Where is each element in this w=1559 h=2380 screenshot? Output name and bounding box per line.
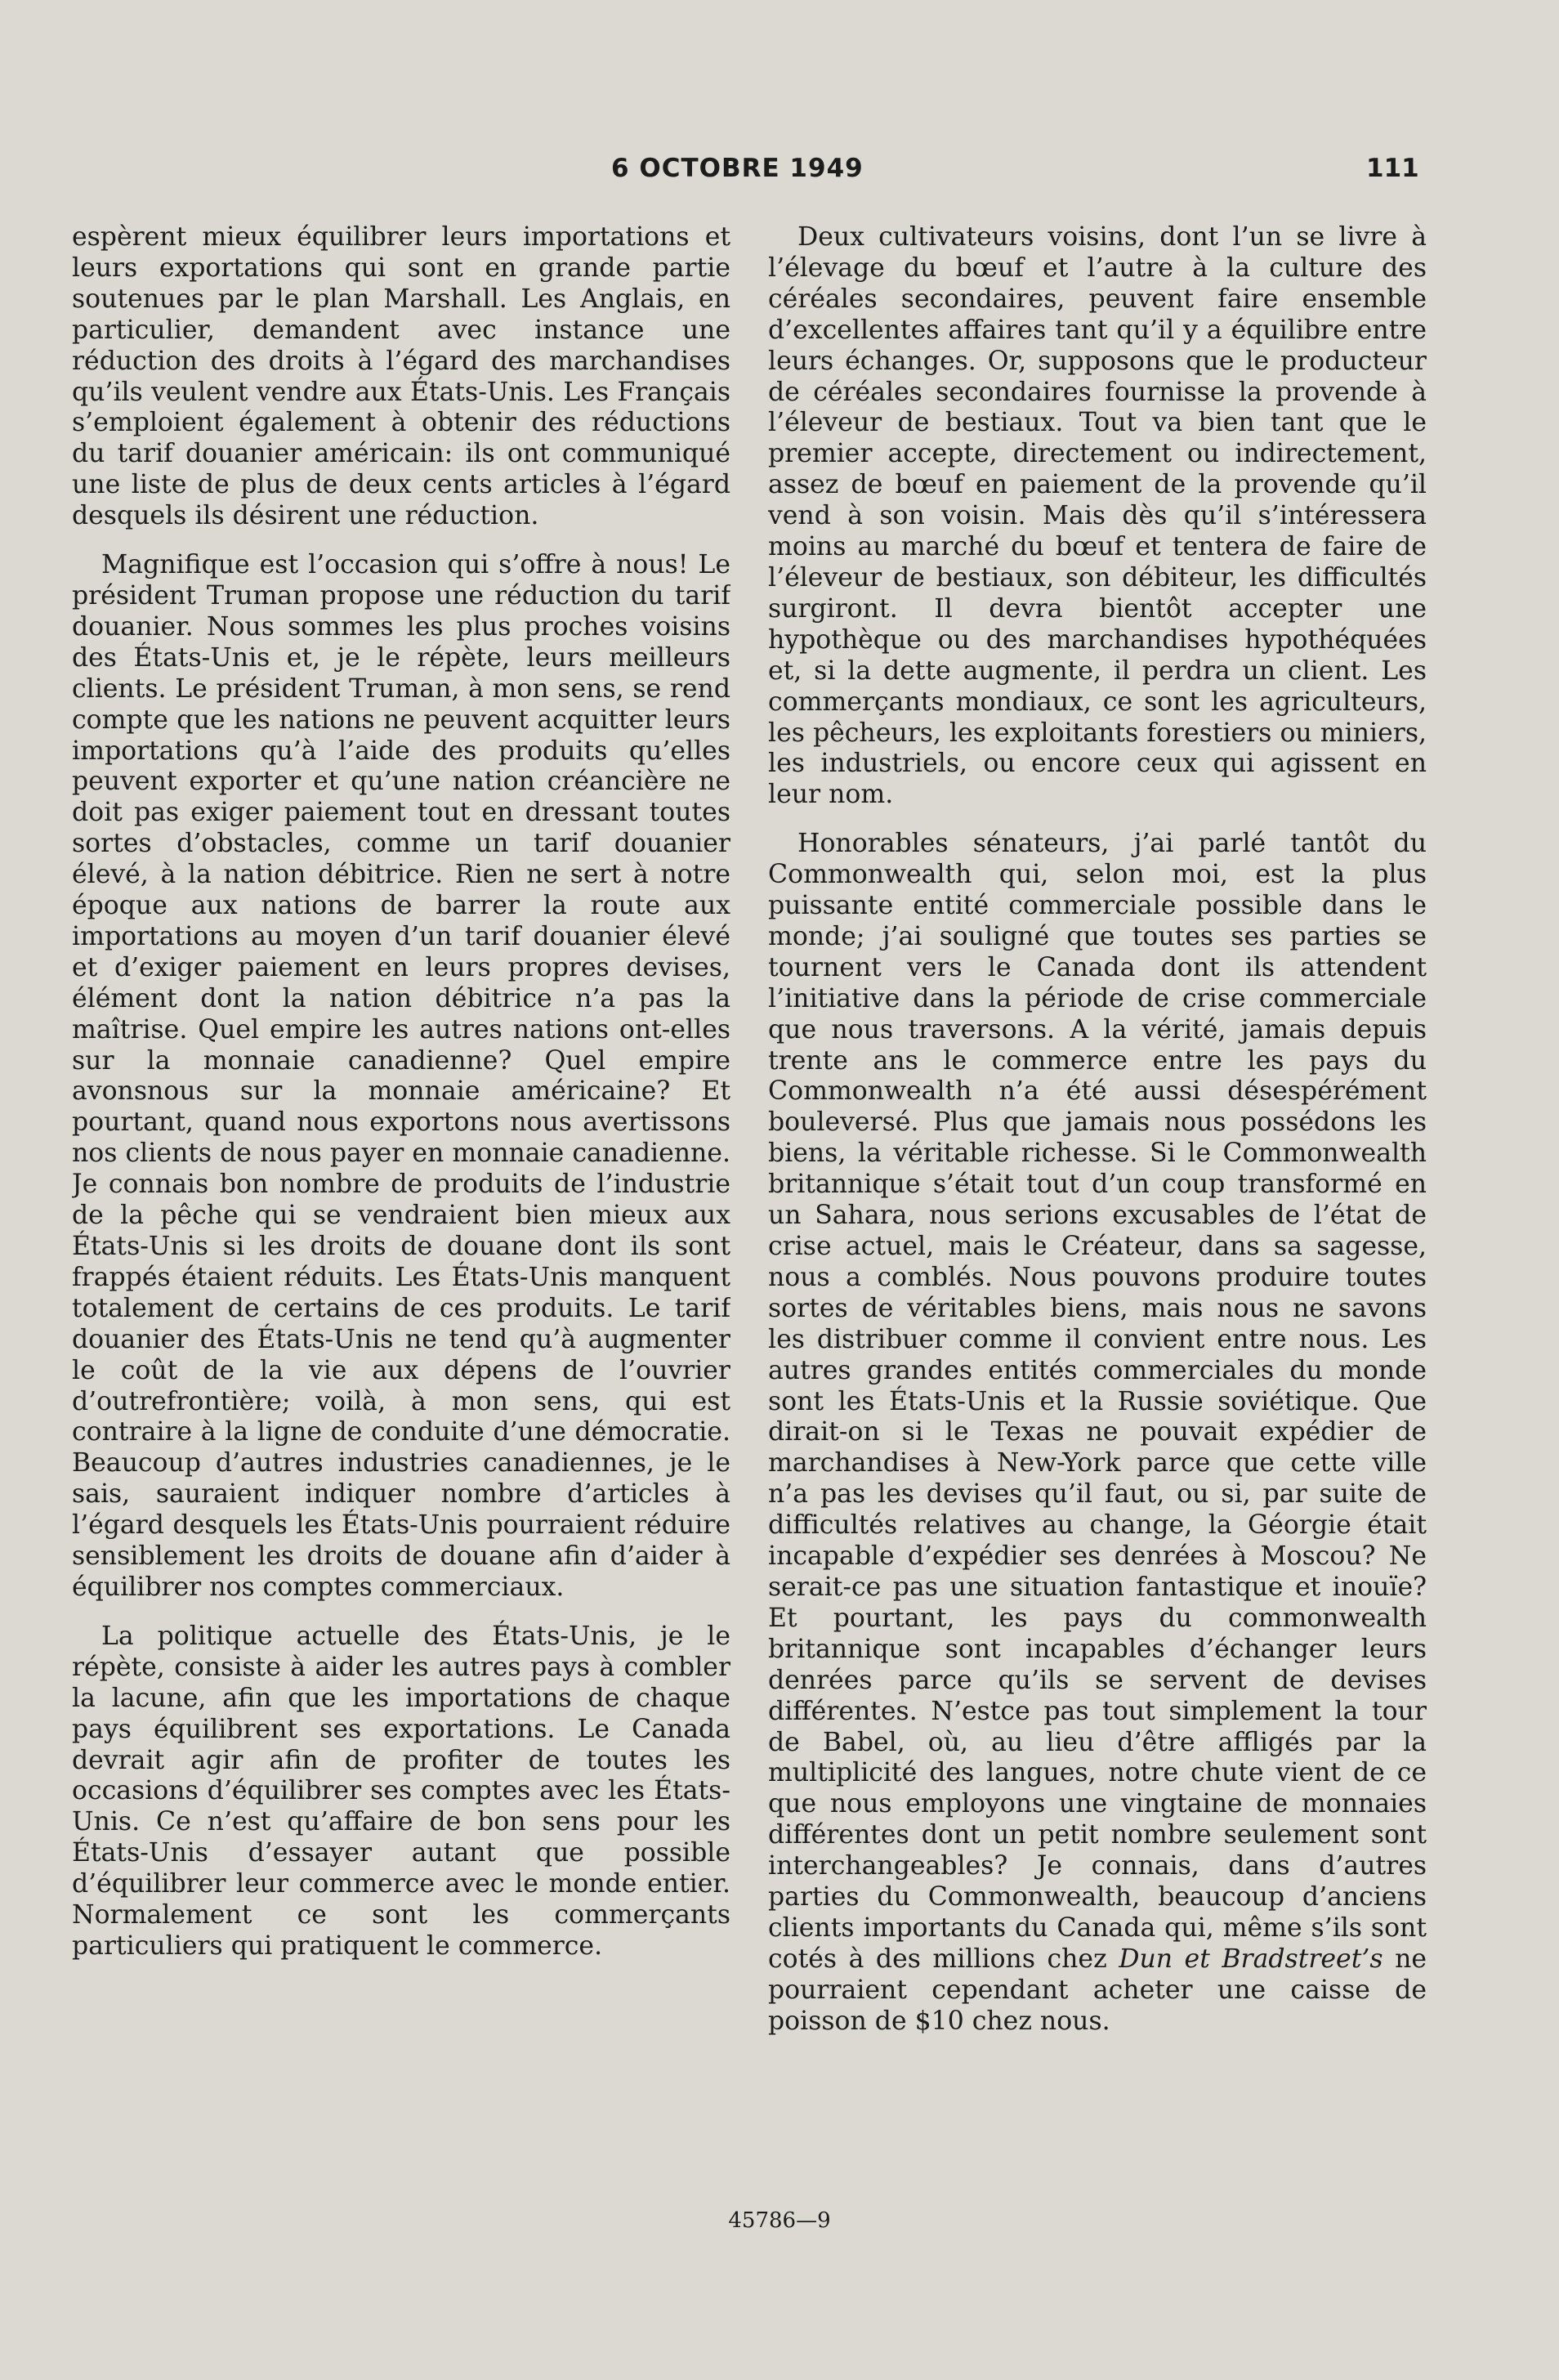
paragraph-text: ne pourraient cependant acheter une caisse de poisson de $10 chez nous. xyxy=(768,1944,1427,2036)
page-footer xyxy=(0,2208,1559,2233)
paragraph-text: Honorables sénateurs, j’ai parlé tantôt du Commonwealth qui, selon moi, est la plus puissante entité commerciale possible dans le monde; j’ai souligné que toutes ses parties se tournent vers le Canada dont ils attendent l’initiative dans la période de crise commerciale que nous traversons. A la vérité, jamais depuis trente ans le commerce entre les pays du Commonwealth n’a été aussi désespérément bouleversé. Plus que jamais nous possédons les biens, la véritable richesse. Si le Commonwealth britannique s’était tout d’un coup transformé en un Sahara, nous serions excusables de l’état de crise actuel, mais le Créateur, dans sa sagesse, nous a comblés. Nous pouvons produire toutes sortes de véritables biens, mais nous ne savons les distribuer comme il convient entre nous. Les autres grandes entités commerciales du monde sont les États-Unis et la Russie soviétique. Que dirait-on si le Texas ne pouvait expédier de marchandises à New-York parce que cette ville n’a pas les devises qu’il faut, ou si, par suite de difficultés relatives au change, la Géorgie était incapable d’expédier ses denrées à Moscou? Ne serait-ce pas une situation fantastique et inouïe? Et pourtant, les pays du commonwealth britannique sont incapables d’échanger leurs denrées parce qu’ils se servent de devises différentes. N’estce pas tout simplement la tour de Babel, où, au lieu d’être affligés par la multiplicité des langues, notre chute vient de ce que nous employons une vingtaine de monnaies différentes dont un petit nombre seulement sont interchangeables? Je connais, dans d’autres parties du Commonwealth, beaucoup d’anciens clients importants du Canada qui, même s’ils sont cotés à des millions chez xyxy=(768,829,1427,1974)
italic-company-name: Dun et Bradstreet’s xyxy=(1119,1944,1383,1974)
right-column xyxy=(768,222,1427,2184)
print-signature: 45786—9 xyxy=(728,2208,831,2233)
paragraph: Deux cultivateurs voisins, dont l’un se livre à l’élevage du bœuf et l’autre à la culture des céréales secondaires, peuvent faire ensemble d’excellentes affaires tant qu’il y a équilibre entre leurs échanges. Or, supposons que le producteur de céréales secondaires fournisse la provende à l’éleveur de bestiaux. Tout va bien tant que le premier accepte, directement ou indirectement, assez de bœuf en paiement de la provende qu’il vend à son voisin. Mais dès qu’il s’intéressera moins au marché du bœuf et tentera de faire de l’éleveur de bestiaux, son débiteur, les difficultés surgiront. Il devra bientôt accepter une hypothèque ou des marchandises hypothéquées et, si la dette augmente, il perdra un client. Les commerçants mondiaux, ce sont les agriculteurs, les pêcheurs, les exploitants forestiers ou miniers, les industriels, ou encore ceux qui agissent en leur nom. xyxy=(768,222,1427,810)
paragraph: Magnifique est l’occasion qui s’offre à nous! Le président Truman propose une réduction du tarif douanier. Nous sommes les plus proches voisins des États-Unis et, je le répète, leurs meilleurs clients. Le président Truman, à mon sens, se rend compte que les nations ne peuvent acquitter leurs importations qu’à l’aide des produits qu’elles peuvent exporter et qu’une nation créancière ne doit pas exiger paiement tout en dressant toutes sortes d’obstacles, comme un tarif douanier élevé, à la nation débitrice. Rien ne sert à notre époque aux nations de barrer la route aux importations au moyen d’un tarif douanier élevé et d’exiger paiement en leurs propres devises, élément dont la nation débitrice n’a pas la maîtrise. Quel empire les autres nations ont-elles sur la monnaie canadienne? Quel empire avonsnous sur la monnaie américaine? Et pourtant, quand nous exportons nous avertissons nos clients de nous payer en monnaie canadienne. Je connais bon nombre de produits de l’industrie de la pêche qui se vendraient bien mieux aux États-Unis si les droits de douane dont ils sont frappés étaient réduits. Les États-Unis manquent totalement de certains de ces produits. Le tarif douanier des États-Unis ne tend qu’à augmenter le coût de la vie aux dépens de l’ouvrier d’outrefrontière; voilà, à mon sens, qui est contraire à la ligne de conduite d’une démocratie. Beaucoup d’autres industries canadiennes, je le sais, sauraient indiquer nombre d’articles à l’égard desquels les États-Unis pourraient réduire sensiblement les droits de douane afin d’aider à équilibrer nos comptes commerciaux. xyxy=(72,550,730,1602)
left-column xyxy=(72,222,730,2184)
paragraph: espèrent mieux équilibrer leurs importations et leurs exportations qui sont en grande partie soutenues par le plan Marshall. Les Anglais, en particulier, demandent avec instance une réduction des droits à l’égard des marchandises qu’ils veulent vendre aux États-Unis. Les Français s’emploient également à obtenir des réductions du tarif douanier américain: ils ont communiqué une liste de plus de deux cents articles à l’égard desquels ils désirent une réduction. xyxy=(72,222,730,531)
paragraph: La politique actuelle des États-Unis, je le répète, consiste à aider les autres pays à combler la lacune, afin que les importations de chaque pays équilibrent ses exportations. Le Canada devrait agir afin de profiter de toutes les occasions d’équilibrer ses comptes avec les États-Unis. Ce n’est qu’affaire de bon sens pour les États-Unis d’essayer autant que possible d’équilibrer leur commerce avec le monde entier. Normalement ce sont les commerçants particuliers qui pratiquent le commerce. xyxy=(72,1621,730,1961)
paragraph xyxy=(768,829,1427,2037)
header-date: 6 OCTOBRE 1949 xyxy=(611,154,864,183)
page-header xyxy=(0,154,1559,195)
page-number: 111 xyxy=(1366,154,1419,183)
